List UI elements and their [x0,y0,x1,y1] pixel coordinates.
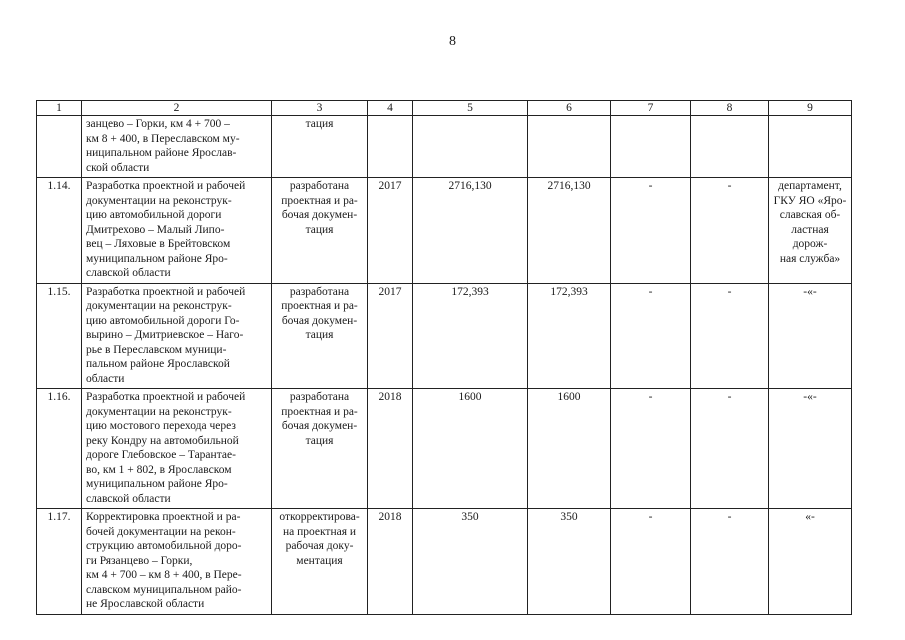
regional-amount: 1600 [528,389,611,509]
regional-amount: 172,393 [528,283,611,389]
expected-result: откорректирова- на проектная и рабочая доку- ментация [272,509,368,615]
col-8-value: - [691,283,769,389]
regional-amount [528,116,611,178]
col-8-value: - [691,509,769,615]
activity-name: занцево – Горки, км 4 + 700 – км 8 + 400, в Переславском му- ниципальном районе Ярослав- ской области [82,116,272,178]
executor [769,116,852,178]
total-amount: 172,393 [413,283,528,389]
header-col-3: 3 [272,101,368,116]
activity-name: Разработка проектной и рабочей документации на реконструк- цию мостового перехода через реку Кондру на автомобильной дороге Глебовское – Тарантае- во, км 1 + 802, в Ярославском муниципальном районе Яро- славской области [82,389,272,509]
regional-amount: 350 [528,509,611,615]
page-number: 8 [449,34,456,49]
row-number: 1.15. [37,283,82,389]
expected-result: разработана проектная и ра- бочая докумен- тация [272,178,368,284]
table-row [37,116,852,178]
header-col-7: 7 [611,101,691,116]
col-8-value: - [691,389,769,509]
col-7-value: - [611,509,691,615]
executor: -«- [769,389,852,509]
executor: департамент, ГКУ ЯО «Яро- славская об- ластная дорож- ная служба» [769,178,852,284]
header-row [37,101,852,116]
total-amount: 1600 [413,389,528,509]
col-7-value [611,116,691,178]
table-row [37,389,852,509]
activity-name: Корректировка проектной и ра- бочей документации на рекон- струкцию автомобильной доро- ги Рязанцево – Горки, км 4 + 700 – км 8 + 400, в Пере- славском муниципальном райо- не Ярославской области [82,509,272,615]
header-col-2: 2 [82,101,272,116]
row-number: 1.16. [37,389,82,509]
year: 2017 [368,178,413,284]
regional-amount: 2716,130 [528,178,611,284]
col-8-value: - [691,178,769,284]
year: 2018 [368,389,413,509]
total-amount: 2716,130 [413,178,528,284]
header-col-9: 9 [769,101,852,116]
activity-name: Разработка проектной и рабочей документации на реконструк- цию автомобильной дороги Го- вырино – Дмитриевское – Наго- рье в Переславском муници- пальном районе Ярославской области [82,283,272,389]
year [368,116,413,178]
header-col-6: 6 [528,101,611,116]
header-col-4: 4 [368,101,413,116]
total-amount [413,116,528,178]
executor: «- [769,509,852,615]
expected-result: разработана проектная и ра- бочая докумен- тация [272,389,368,509]
total-amount: 350 [413,509,528,615]
year: 2017 [368,283,413,389]
header-col-1: 1 [37,101,82,116]
table-row [37,509,852,615]
col-8-value [691,116,769,178]
expected-result: тация [272,116,368,178]
col-7-value: - [611,389,691,509]
expected-result: разработана проектная и ра- бочая докумен- тация [272,283,368,389]
col-7-value: - [611,178,691,284]
row-number: 1.14. [37,178,82,284]
row-number [37,116,82,178]
table-row [37,283,852,389]
header-col-5: 5 [413,101,528,116]
header-col-8: 8 [691,101,769,116]
activity-name: Разработка проектной и рабочей документации на реконструк- цию автомобильной дороги Дмитрехово – Малый Липо- вец – Ляховые в Брейтовском муниципальном районе Яро- славской области [82,178,272,284]
program-activities-table [36,100,852,615]
year: 2018 [368,509,413,615]
table-row [37,178,852,284]
executor: -«- [769,283,852,389]
row-number: 1.17. [37,509,82,615]
col-7-value: - [611,283,691,389]
